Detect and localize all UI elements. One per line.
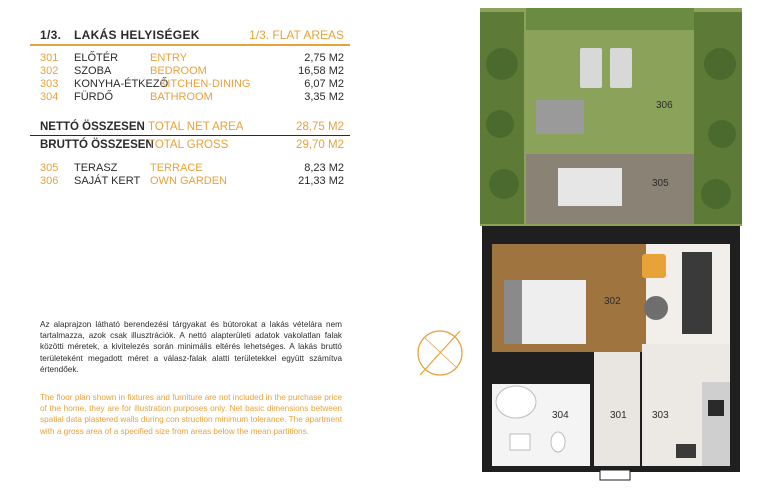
kitchen-counter [702,382,730,466]
floor-plan [476,4,748,490]
room-area: 6,07 M2 [304,78,344,90]
compass-icon [415,328,465,378]
room-name-hu: ELŐTÉR [74,52,119,64]
room-area: 2,75 M2 [304,52,344,64]
dining-table [558,168,622,206]
entrance-door [600,470,630,480]
room-area: 3,35 M2 [304,91,344,103]
kitchen-label: 303 [652,410,669,421]
room-name-hu: FÜRDŐ [74,91,114,103]
sunbed [610,48,632,88]
gross-total-value: 29,70 M2 [296,139,344,151]
disclaimer-hu: Az alaprajzon látható berendezési tárgyakat és bútorokat a lakás vételára nem tartalmazza, azok csak illusztrációk. A nettó alapterületi adatok vakolatlan falak közötti méretek, a kivitelezés során minimális eltérés lehetséges. A lakás bruttó területeként megadott méret a válasz-falak alatti területekkel együtt számítva értendőek. [40,320,342,374]
sofa [682,252,712,334]
cooktop [708,400,724,416]
net-total-value: 28,75 M2 [296,121,344,133]
areas-table [30,24,350,188]
oven [676,444,696,458]
garden-label: 306 [656,100,673,111]
outdoor-row [30,162,350,175]
outdoor-area: 8,23 M2 [304,162,344,174]
armchair [642,254,666,278]
entry-floor [594,352,640,466]
room-name-en: BEDROOM [150,65,207,77]
section-title-en: 1/3. FLAT AREAS [249,28,344,42]
room-area: 16,58 M2 [298,65,344,77]
gross-total-label-hu: BRUTTÓ ÖSSZESEN [40,139,154,151]
room-name-hu: KONYHA-ÉTKEZŐ [74,78,169,90]
room-code: 303 [40,78,59,90]
disclaimer-en: The floor plan shown in fixtures and furniture are not included in the purchase price of the home, they are for illustration purposes only. Net basic dimensions between spatial data plastered walls during con struction minimum tolerance. The apartment with a gross area of a specified size from areas below the mean partitions. [40,393,342,436]
room-row [30,52,350,65]
room-code: 302 [40,65,59,77]
room-list [30,52,350,104]
room-name-en: KITCHEN-DINING [160,78,251,90]
outdoor-list [30,162,350,188]
section-number: 1/3. [40,28,62,42]
net-total-row [30,118,350,136]
outdoor-name-en: OWN GARDEN [150,175,227,187]
outdoor-name-en: TERRACE [150,162,203,174]
room-row [30,78,350,91]
net-total-label-en: TOTAL NET AREA [148,121,244,133]
bathroom-label: 304 [552,410,569,421]
outdoor-row [30,175,350,188]
gross-total-label-en: TOTAL GROSS [148,139,229,151]
room-row [30,65,350,78]
sunbed [580,48,602,88]
room-row [30,91,350,104]
bedroom-label: 302 [604,296,621,307]
hedge-top [526,8,694,30]
toilet [551,432,565,452]
outdoor-area: 21,33 M2 [298,175,344,187]
room-name-hu: SZOBA [74,65,112,77]
garden-bench [536,100,584,134]
net-total-label-hu: NETTÓ ÖSSZESEN [40,121,145,133]
bathtub [496,386,536,418]
outdoor-name-hu: TERASZ [74,162,118,174]
terrace-label: 305 [652,178,669,189]
room-code: 301 [40,52,59,64]
section-title-hu: LAKÁS HELYISÉGEK [74,28,200,42]
entry-label: 301 [610,410,627,421]
table-header [30,24,350,46]
gross-total-row [30,136,350,154]
room-name-en: ENTRY [150,52,188,64]
outdoor-code: 305 [40,162,59,174]
outdoor-name-hu: SAJÁT KERT [74,175,141,187]
washbasin [510,434,530,450]
outdoor-code: 306 [40,175,59,187]
room-code: 304 [40,91,59,103]
room-name-en: BATHROOM [150,91,213,103]
coffee-table [644,296,668,320]
